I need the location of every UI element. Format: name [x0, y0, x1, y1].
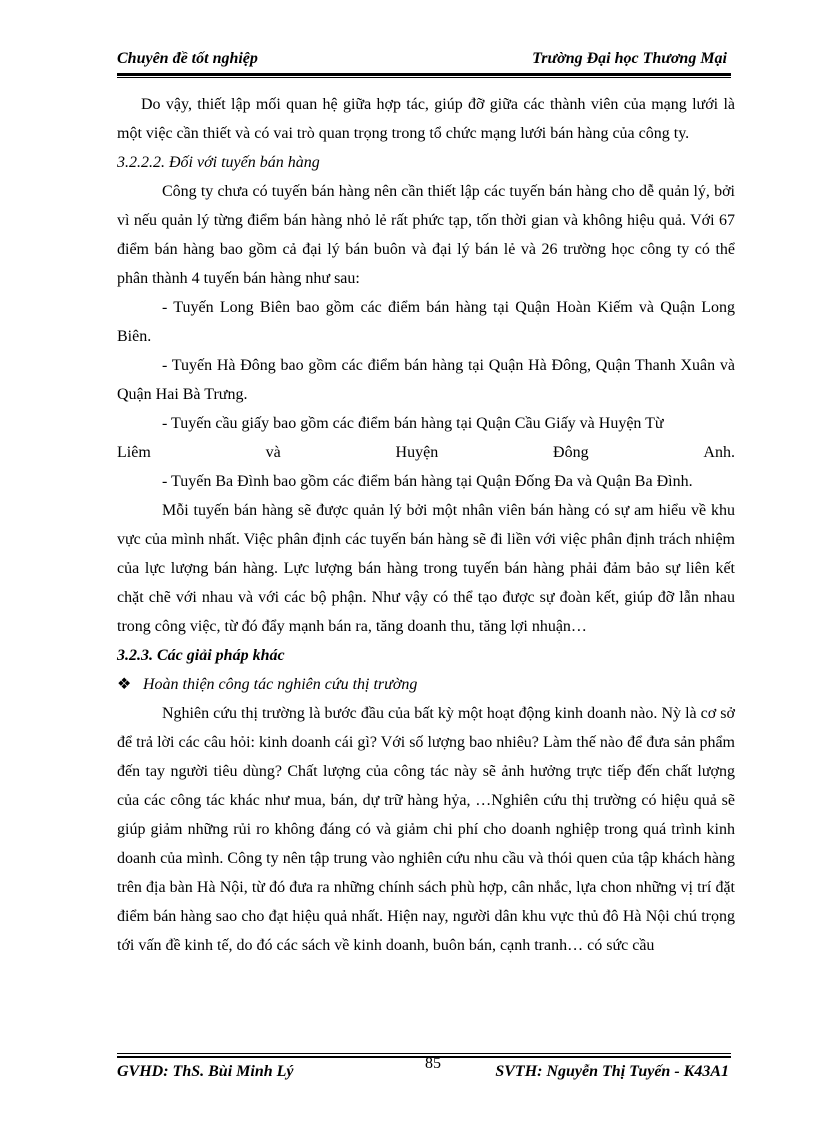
page-header	[117, 46, 731, 72]
route-item-ha-dong: - Tuyến Hà Đông bao gồm các điểm bán hàng tại Quận Hà Đông, Quận Thanh Xuân và Quận Hai Bà Trưng.	[117, 357, 735, 403]
header-rule-thick	[117, 73, 731, 76]
section-heading-other-solutions: 3.2.3. Các giải pháp khác	[117, 647, 285, 664]
word: Liêm	[117, 444, 151, 461]
bullet-market-research	[117, 670, 735, 699]
route-item-cau-giay: - Tuyến cầu giấy bao gồm các điểm bán hàng tại Quận Cầu Giấy và Huyện Từ	[162, 415, 664, 432]
word: và	[265, 444, 281, 461]
page-footer	[117, 1053, 731, 1093]
route-item-cau-giay-continuation	[117, 438, 735, 467]
footer-student: SVTH: Nguyễn Thị Tuyến - K43A1	[495, 1063, 729, 1080]
page-body	[117, 90, 735, 960]
footer-supervisor: GVHD: ThS. Bùi Minh Lý	[117, 1063, 294, 1080]
header-rule-thin	[117, 77, 731, 78]
page-number: 85	[425, 1055, 441, 1072]
word: Huyện	[395, 444, 439, 461]
paragraph-intro: Do vậy, thiết lập mối quan hệ giữa hợp tác, giúp đỡ giữa các thành viên của mạng lưới là một việc cần thiết và có vai trò quan trọng trong tổ chức mạng lưới bán hàng của công ty.	[117, 96, 735, 142]
word: Anh.	[703, 444, 735, 461]
paragraph-routes: Công ty chưa có tuyến bán hàng nên cần thiết lập các tuyến bán hàng cho dễ quản lý, bởi vì nếu quản lý từng điểm bán hàng nhỏ lẻ rất phức tạp, tốn thời gian và không hiệu quả. Với 67 điểm bán hàng bao gồm cả đại lý bán buôn và đại lý bán lẻ và 26 trường học công ty có thể phân thành 4 tuyến bán hàng như sau:	[117, 183, 735, 287]
section-heading-sales-routes: 3.2.2.2. Đối với tuyến bán hàng	[117, 154, 320, 171]
footer-rule-thick	[117, 1056, 731, 1058]
bullet-market-research-label: Hoàn thiện công tác nghiên cứu thị trường	[143, 676, 418, 693]
route-item-ba-dinh: - Tuyến Ba Đình bao gồm các điểm bán hàng tại Quận Đống Đa và Quận Ba Đình.	[162, 473, 693, 490]
paragraph-market-research: Nghiên cứu thị trường là bước đầu của bất kỳ một hoạt động kinh doanh nào. Nỳ là cơ sở để trả lời các câu hỏi: kinh doanh cái gì? Với số lượng bao nhiêu? Làm thế nào để đưa sản phẩm đến tay người tiêu dùng? Chất lượng của công tác này sẽ ảnh hưởng trực tiếp đến chất lượng của các công tác khác như mua, bán, dự trữ hàng hỷa, …Nghiên cứu thị trường có hiệu quả sẽ giúp giảm những rủi ro không đáng có và giảm chi phí cho doanh nghiệp trong quá trình kinh doanh của mình. Công ty nên tập trung vào nghiên cứu nhu cầu và thói quen của tập khách hàng trên địa bàn Hà Nội, từ đó đưa ra những chính sách phù hợp, cân nhắc, lựa chon những vị trí đặt điểm bán hàng sao cho đạt hiệu quả nhất. Hiện nay, người dân khu vực thủ đô Hà Nội chú trọng tới vấn đề kinh tế, do đó các sách về kinh doanh, buôn bán, cạnh tranh… có sức cầu	[117, 705, 735, 954]
header-right-title: Trường Đại học Thương Mại	[532, 50, 727, 67]
paragraph-route-management: Mỗi tuyến bán hàng sẽ được quản lý bởi một nhân viên bán hàng có sự am hiểu về khu vực của mình nhất. Việc phân định các tuyến bán hàng sẽ đi liền với việc phân định trách nhiệm của lực lượng bán hàng. Lực lượng bán hàng trong tuyến bán hàng phải đảm bảo sự liên kết chặt chẽ với nhau và với các bộ phận. Như vậy có thể tạo được sự đoàn kết, giúp đỡ lẫn nhau trong công việc, từ đó đẩy mạnh bán ra, tăng doanh thu, tăng lợi nhuận…	[117, 502, 735, 635]
header-left-title: Chuyên đề tốt nghiệp	[117, 50, 258, 67]
route-item-long-bien: - Tuyến Long Biên bao gồm các điểm bán hàng tại Quận Hoàn Kiếm và Quận Long Biên.	[117, 299, 735, 345]
footer-rule-thin	[117, 1053, 731, 1054]
diamond-bullet-icon: ❖	[117, 676, 132, 693]
word: Đông	[553, 444, 589, 461]
